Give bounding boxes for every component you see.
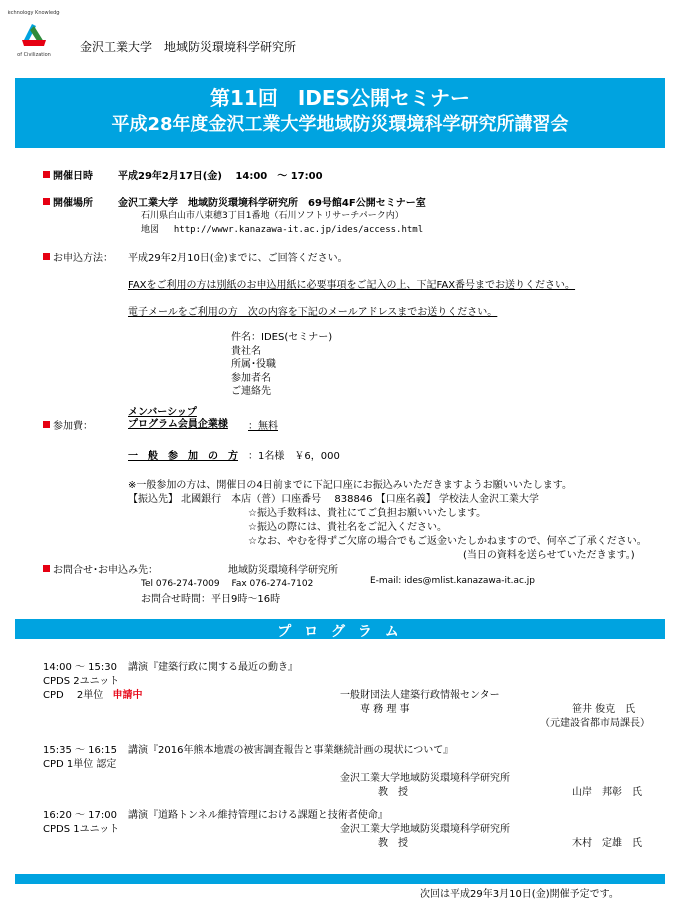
fee-note-4: ☆なお、やむを得ずご欠席の場合でもご返金いたしかねますので、何卒ご了承ください。 (248, 536, 647, 547)
apply-item: 所属･役職 (231, 359, 276, 370)
apply-email-note: 電子メールをご利用の方 次の内容を下記のメールアドレスまでお送りください。 (128, 307, 498, 318)
venue-label: 開催場所 (53, 198, 93, 209)
svg-text:of Civilization: of Civilization (17, 52, 51, 58)
session-1-time: 14:00 ～ 15:30 (43, 662, 117, 673)
session-2-affiliation: 金沢工業大学地域防災環境科学研究所 (340, 773, 510, 784)
venue-address: 石川県白山市八束穂3丁目1番地（石川ソフトリサーチパーク内） (141, 211, 404, 221)
apply-item: 件名：IDES(セミナー) (231, 332, 333, 343)
header-org-name: 金沢工業大学 地域防災環境科学研究所 (80, 40, 297, 54)
fee-note-1: ※一般参加の方は、開催日の4日前までに下記口座にお振込みいただきますようお願いいたします。 (128, 480, 572, 491)
program-heading: プ ロ グ ラ ム (277, 624, 403, 640)
datetime-value: 平成29年2月17日(金) 14:00 ～ 17:00 (118, 171, 323, 182)
session-1-cpd-2: CPD 2単位 申請中 (43, 690, 143, 701)
session-2-position: 教 授 (378, 787, 408, 798)
session-2-cpd: CPD 1単位 認定 (43, 759, 117, 770)
fee-row (43, 417, 93, 432)
apply-row (43, 249, 113, 264)
apply-fax-note: FAXをご利用の方は別紙のお申込用紙に必要事項をご記入の上、下記FAX番号までお送りください。 (128, 280, 576, 291)
contact-tel-fax: Tel 076-274-7009 Fax 076-274-7102 (141, 579, 314, 589)
svg-text:Technology Knowledge: Technology Knowledge (8, 10, 60, 16)
contact-org: 地域防災環境科学研究所 (228, 565, 338, 576)
session-3-affiliation: 金沢工業大学地域防災環境科学研究所 (340, 824, 510, 835)
apply-item: ご連絡先 (231, 386, 271, 397)
session-2-time: 15:35 ～ 16:15 (43, 745, 117, 756)
map-label: 地図 (141, 225, 160, 235)
fee-bank-info: 【振込先】 北國銀行 本店（普）口座番号 838846 【口座名義】 学校法人金沢工業大学 (128, 494, 539, 505)
bottom-bar (15, 874, 665, 884)
session-3-position: 教 授 (378, 838, 408, 849)
apply-deadline: 平成29年2月10日(金)までに、ご回答ください。 (128, 253, 348, 264)
session-1-status: 申請中 (112, 690, 143, 701)
seminar-subtitle: 平成28年度金沢工業大学地域防災環境科学研究所講習会 (111, 114, 569, 135)
contact-row (43, 561, 158, 576)
venue-row (43, 194, 93, 209)
fee-note-2: ☆振込手数料は、貴社にてご負担お願いいたします。 (248, 508, 487, 519)
session-2-speaker: 山岸 邦彰 氏 (572, 787, 642, 798)
fee-member-value: ：無料 (248, 421, 278, 432)
program-banner (15, 619, 665, 639)
map-link[interactable]: http://wwwr.kanazawa-it.ac.jp/ides/access.html (173, 225, 424, 235)
institute-logo (8, 6, 60, 58)
session-1-title: 講演『建築行政に関する最近の動き』 (128, 662, 298, 673)
bullet-square-icon (43, 198, 50, 205)
bullet-square-icon (43, 421, 50, 428)
venue-value: 金沢工業大学 地域防災環境科学研究所 69号館4F公開セミナー室 (118, 198, 426, 209)
session-3-cpd: CPDS 1ユニット (43, 824, 120, 835)
apply-item: 貴社名 (231, 345, 261, 357)
bullet-square-icon (43, 565, 50, 572)
bullet-square-icon (43, 171, 50, 178)
apply-label: お申込方法： (53, 253, 113, 264)
session-3-title: 講演『道路トンネル維持管理における課題と技術者使命』 (128, 810, 388, 821)
fee-label: 参加費： (53, 421, 93, 432)
fee-general-label: 一 般 参 加 の 方 (128, 451, 238, 462)
seminar-title: 第11回 IDES公開セミナー (210, 86, 470, 110)
session-1-position: 専 務 理 事 (360, 704, 410, 715)
apply-items-list (231, 331, 332, 399)
session-1-speaker: 笹井 俊克 氏 (572, 704, 636, 715)
contact-hours: お問合せ時間：平日9時～16時 (141, 594, 281, 605)
apply-item: 参加者名 (231, 372, 271, 384)
contact-email[interactable]: E-mail: ides@mlist.kanazawa-it.ac.jp (370, 576, 535, 586)
datetime-row (43, 167, 93, 182)
fee-note-3: ☆振込の際には、貴社名をご記入ください。 (248, 522, 447, 533)
fee-note-5: (当日の資料を送らせていただきます。) (463, 550, 635, 561)
session-3-speaker: 木村 定雄 氏 (572, 838, 642, 849)
next-seminar-note: 次回は平成29年3月10日(金)開催予定です。 (420, 889, 619, 900)
fee-general-value: ：1名様 ￥6，000 (248, 451, 340, 462)
bullet-square-icon (43, 253, 50, 260)
session-1-cpd: CPDS 2ユニット (43, 676, 120, 687)
session-3-time: 16:20 ～ 17:00 (43, 810, 117, 821)
contact-label: お問合せ･お申込み先： (53, 565, 158, 576)
map-row (141, 222, 423, 235)
session-2-title: 講演『2016年熊本地震の被害調査報告と事業継続計画の現状について』 (128, 745, 454, 756)
datetime-label: 開催日時 (53, 171, 93, 182)
fee-member-label: メンバーシップ プログラム会員企業様 (128, 407, 228, 430)
session-1-affiliation: 一般財団法人建築行政情報センター (340, 690, 500, 701)
title-banner (15, 78, 665, 148)
session-1-speaker-note: （元建設省都市局課長） (540, 718, 650, 729)
